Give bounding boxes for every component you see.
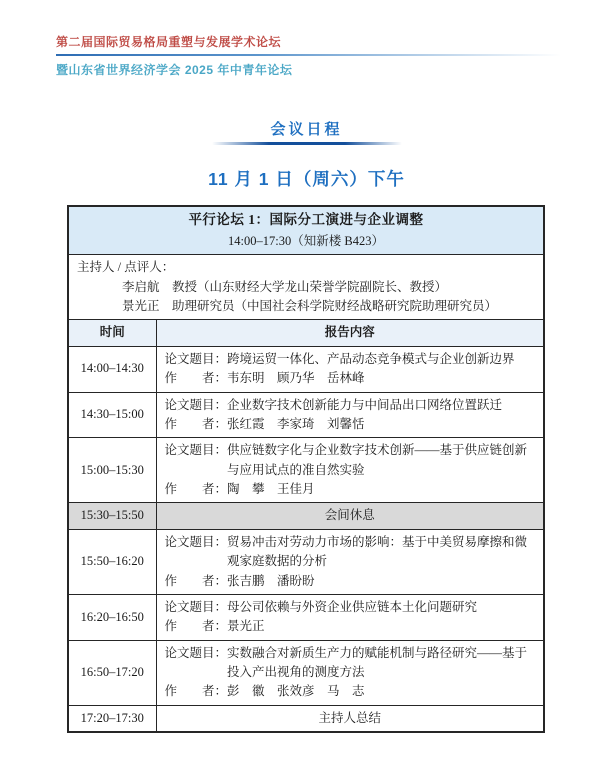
section-title: 会议日程 — [270, 121, 343, 138]
forum-time-location: 14:00–17:30（知新楼 B423） — [228, 233, 384, 248]
session-note: 主持人总结 — [156, 705, 544, 732]
schedule-table — [67, 205, 545, 733]
schedule-row — [68, 594, 544, 640]
schedule-row — [68, 346, 544, 392]
session-note: 会间休息 — [156, 503, 544, 529]
hosts-cell — [68, 255, 544, 320]
schedule-row — [68, 640, 544, 705]
forum-header-row — [68, 206, 544, 255]
section-title-divider — [212, 142, 402, 145]
hosts-row — [68, 255, 544, 320]
paper-title: 论文题目：贸易冲击对劳动力市场的影响：基于中美贸易摩擦和微观家庭数据的分析 — [164, 534, 528, 569]
conference-subtitle: 暨山东省世界经济学会 2025 年中青年论坛 — [56, 63, 293, 77]
column-header-time: 时间 — [68, 320, 156, 346]
time-cell: 16:20–16:50 — [68, 594, 156, 640]
paper-title: 论文题目：母公司依赖与外资企业供应链本土化问题研究 — [164, 599, 478, 614]
time-cell: 17:20–17:30 — [68, 705, 156, 732]
content-cell — [156, 438, 544, 503]
paper-authors: 作 者：张红霞 李家琦 刘馨恬 — [164, 416, 365, 431]
paper-title: 论文题目：实数融合对新质生产力的赋能机制与路径研究——基于投入产出视角的测度方法 — [164, 645, 528, 680]
paper-authors: 作 者：陶 攀 王佳月 — [164, 482, 315, 497]
hosts-label: 主持人 / 点评人： — [77, 260, 175, 275]
content-cell — [156, 594, 544, 640]
schedule-body — [68, 346, 544, 732]
content-cell — [156, 640, 544, 705]
host-entry: 景光正 助理研究员（中国社会科学院财经战略研究院助理研究员） — [122, 299, 498, 314]
paper-authors: 作 者：彭 徽 张效彦 马 志 — [164, 684, 365, 699]
time-cell: 15:30–15:50 — [68, 503, 156, 529]
column-header-content: 报告内容 — [156, 320, 544, 346]
column-header-row — [68, 320, 544, 346]
content-cell — [156, 392, 544, 438]
paper-title: 论文题目：企业数字技术创新能力与中间品出口网络位置跃迁 — [164, 397, 503, 412]
time-cell: 15:50–16:20 — [68, 529, 156, 594]
schedule-row — [68, 705, 544, 732]
host-entry: 李启航 教授（山东财经大学龙山荣誉学院副院长、教授） — [122, 279, 448, 294]
time-cell: 14:00–14:30 — [68, 346, 156, 392]
forum-header-cell — [68, 206, 544, 255]
paper-title: 论文题目：供应链数字化与企业数字技术创新——基于供应链创新与应用试点的准自然实验 — [164, 443, 528, 477]
time-cell: 15:00–15:30 — [68, 438, 156, 503]
time-cell: 14:30–15:00 — [68, 392, 156, 438]
schedule-row — [68, 503, 544, 529]
paper-title: 论文题目：跨境运贸一体化、产品动态竞争模式与企业创新边界 — [164, 351, 515, 366]
content-cell — [156, 346, 544, 392]
date-heading: 11 月 1 日（周六）下午 — [208, 169, 405, 189]
forum-title: 平行论坛 1：国际分工演进与企业调整 — [188, 212, 424, 227]
schedule-row — [68, 529, 544, 594]
schedule-row — [68, 438, 544, 503]
content-cell — [156, 529, 544, 594]
paper-authors: 作 者：张吉鹏 潘盼盼 — [164, 573, 315, 588]
time-cell: 16:50–17:20 — [68, 640, 156, 705]
paper-authors: 作 者：景光正 — [164, 619, 265, 634]
doc-header — [56, 33, 561, 78]
header-divider — [56, 54, 561, 56]
paper-authors: 作 者：韦东明 顾乃华 岳林峰 — [164, 371, 365, 386]
conference-title: 第二届国际贸易格局重塑与发展学术论坛 — [56, 35, 282, 49]
schedule-row — [68, 392, 544, 438]
